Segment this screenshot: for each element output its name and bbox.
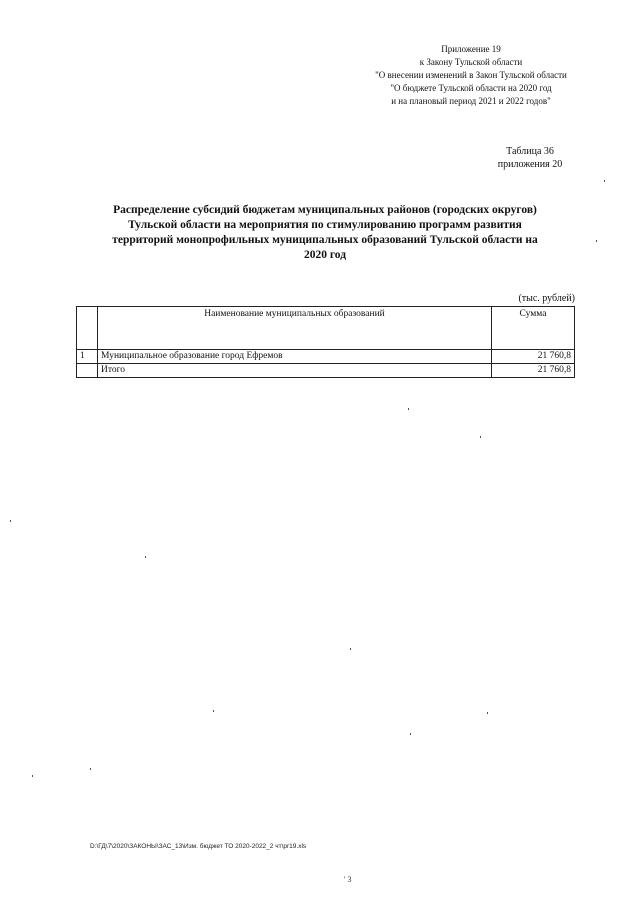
header-line: Приложение 19 <box>441 44 501 54</box>
scan-speck <box>32 775 33 777</box>
total-label-cell: Итого <box>98 364 492 378</box>
header-line: к Закону Тульской области <box>419 57 523 67</box>
scan-speck <box>480 436 481 438</box>
scan-speck <box>145 556 146 558</box>
table-ref-line: приложения 20 <box>497 159 563 170</box>
total-num-cell <box>77 364 98 378</box>
header-line: "О внесении изменений в Закон Тульской области <box>375 70 567 80</box>
subsidy-table <box>76 306 575 378</box>
scan-speck <box>604 180 605 182</box>
table-header-row <box>77 307 575 350</box>
title-line: Распределение субсидий бюджетам муниципальных районов (городских округов) <box>113 204 537 216</box>
header-line: "О бюджете Тульской области на 2020 год <box>390 83 552 93</box>
scan-speck <box>10 520 11 522</box>
page-mark: ' 3 <box>344 875 352 884</box>
scan-speck <box>487 712 488 714</box>
header-line: и на плановый период 2021 и 2022 годов" <box>391 96 551 106</box>
appendix-header <box>350 43 592 108</box>
units-label: (тыс. рублей) <box>518 293 575 304</box>
scan-speck <box>350 648 351 650</box>
row-name-cell: Муниципальное образование город Ефремов <box>98 350 492 364</box>
total-sum-cell: 21 760,8 <box>492 364 575 378</box>
table-row <box>77 350 575 364</box>
table-reference <box>480 145 580 171</box>
scan-speck <box>410 733 411 735</box>
row-sum-cell: 21 760,8 <box>492 350 575 364</box>
header-name-cell: Наименование муниципальных образований <box>98 307 492 350</box>
title-line: 2020 год <box>303 249 347 261</box>
file-path-footer: D:\ГД\7\2020\ЗАКОНЫ\ЗАС_13\Изм. бюджет ТО 2020-2022_2 чт\pr19.xls <box>90 843 307 850</box>
scan-speck <box>213 710 214 712</box>
scan-speck <box>596 240 597 242</box>
header-num-cell <box>77 307 98 350</box>
document-title <box>80 203 570 263</box>
title-line: территорий монопрофильных муниципальных образований Тульской области на <box>112 234 538 246</box>
header-sum-cell: Сумма <box>492 307 575 350</box>
row-num-cell: 1 <box>77 350 98 364</box>
table-total-row <box>77 364 575 378</box>
title-line: Тульской области на мероприятия по стимулированию программ развития <box>128 219 522 231</box>
scan-speck <box>90 768 91 770</box>
scan-speck <box>408 408 409 410</box>
table-ref-line: Таблица 36 <box>506 146 554 157</box>
